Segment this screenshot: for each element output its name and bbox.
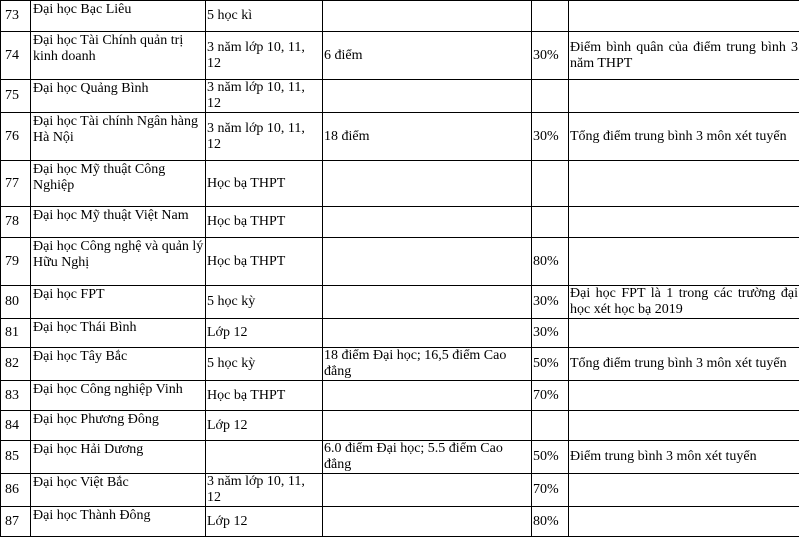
grade-period: Học bạ THPT [206, 161, 323, 207]
table-row [1, 474, 799, 507]
minimum-score: 18 điểm [323, 113, 532, 161]
table-row [1, 32, 799, 80]
minimum-score [323, 238, 532, 286]
grade-period [206, 441, 323, 474]
grade-period: Học bạ THPT [206, 238, 323, 286]
row-number: 78 [1, 207, 31, 238]
note [569, 238, 799, 286]
minimum-score [323, 507, 532, 537]
university-name: Đại học Việt Bắc [31, 474, 206, 507]
quota-percent: 50% [532, 441, 569, 474]
note [569, 381, 799, 411]
minimum-score [323, 411, 532, 441]
row-number: 87 [1, 507, 31, 537]
note [569, 411, 799, 441]
minimum-score [323, 80, 532, 113]
note [569, 161, 799, 207]
minimum-score [323, 161, 532, 207]
row-number: 79 [1, 238, 31, 286]
university-name: Đại học FPT [31, 286, 206, 319]
note: Đại học FPT là 1 trong các trường đại học xét học bạ 2019 [569, 286, 799, 319]
university-name: Đại học Tây Bắc [31, 348, 206, 381]
note [569, 474, 799, 507]
university-name: Đại học Mỹ thuật Việt Nam [31, 207, 206, 238]
grade-period: Lớp 12 [206, 319, 323, 348]
grade-period: 5 học kỳ [206, 286, 323, 319]
university-name: Đại học Thành Đông [31, 507, 206, 537]
row-number: 76 [1, 113, 31, 161]
minimum-score [323, 1, 532, 32]
minimum-score [323, 381, 532, 411]
note: Điểm trung bình 3 môn xét tuyển [569, 441, 799, 474]
grade-period: 3 năm lớp 10, 11, 12 [206, 32, 323, 80]
row-number: 73 [1, 1, 31, 32]
note [569, 80, 799, 113]
grade-period: 5 học kì [206, 1, 323, 32]
quota-percent: 30% [532, 319, 569, 348]
quota-percent: 50% [532, 348, 569, 381]
table-row [1, 381, 799, 411]
row-number: 80 [1, 286, 31, 319]
table-row [1, 411, 799, 441]
note: Tổng điểm trung bình 3 môn xét tuyển [569, 113, 799, 161]
table-row [1, 507, 799, 537]
table-row [1, 286, 799, 319]
minimum-score: 6.0 điểm Đại học; 5.5 điểm Cao đẳng [323, 441, 532, 474]
minimum-score [323, 207, 532, 238]
quota-percent [532, 1, 569, 32]
note [569, 319, 799, 348]
table-row [1, 113, 799, 161]
table-row [1, 348, 799, 381]
grade-period: Lớp 12 [206, 507, 323, 537]
university-name: Đại học Công nghệ và quản lý Hữu Nghị [31, 238, 206, 286]
table-row [1, 238, 799, 286]
university-name: Đại học Bạc Liêu [31, 1, 206, 32]
university-name: Đại học Tài chính Ngân hàng Hà Nội [31, 113, 206, 161]
row-number: 81 [1, 319, 31, 348]
note [569, 1, 799, 32]
university-name: Đại học Công nghiệp Vinh [31, 381, 206, 411]
row-number: 77 [1, 161, 31, 207]
note: Điểm bình quân của điểm trung bình 3 năm THPT [569, 32, 799, 80]
row-number: 85 [1, 441, 31, 474]
quota-percent [532, 80, 569, 113]
row-number: 83 [1, 381, 31, 411]
row-number: 82 [1, 348, 31, 381]
grade-period: 3 năm lớp 10, 11, 12 [206, 474, 323, 507]
grade-period: 3 năm lớp 10, 11, 12 [206, 113, 323, 161]
quota-percent [532, 411, 569, 441]
quota-percent: 30% [532, 113, 569, 161]
note: Tổng điểm trung bình 3 môn xét tuyển [569, 348, 799, 381]
note [569, 207, 799, 238]
table-row [1, 161, 799, 207]
minimum-score: 18 điểm Đại học; 16,5 điểm Cao đẳng [323, 348, 532, 381]
minimum-score: 6 điểm [323, 32, 532, 80]
minimum-score [323, 319, 532, 348]
quota-percent: 70% [532, 381, 569, 411]
minimum-score [323, 286, 532, 319]
grade-period: Học bạ THPT [206, 381, 323, 411]
quota-percent: 30% [532, 286, 569, 319]
quota-percent [532, 161, 569, 207]
table-row [1, 207, 799, 238]
grade-period: Lớp 12 [206, 411, 323, 441]
university-name: Đại học Thái Bình [31, 319, 206, 348]
quota-percent: 80% [532, 238, 569, 286]
row-number: 75 [1, 80, 31, 113]
row-number: 86 [1, 474, 31, 507]
table-body [1, 1, 799, 537]
grade-period: 5 học kỳ [206, 348, 323, 381]
university-name: Đại học Quảng Bình [31, 80, 206, 113]
grade-period: Học bạ THPT [206, 207, 323, 238]
note [569, 507, 799, 537]
university-name: Đại học Tài Chính quản trị kinh doanh [31, 32, 206, 80]
quota-percent: 80% [532, 507, 569, 537]
minimum-score [323, 474, 532, 507]
table-row [1, 80, 799, 113]
row-number: 74 [1, 32, 31, 80]
table-row [1, 1, 799, 32]
quota-percent: 70% [532, 474, 569, 507]
university-name: Đại học Hải Dương [31, 441, 206, 474]
university-name: Đại học Mỹ thuật Công Nghiệp [31, 161, 206, 207]
row-number: 84 [1, 411, 31, 441]
table-row [1, 319, 799, 348]
quota-percent [532, 207, 569, 238]
quota-percent: 30% [532, 32, 569, 80]
university-name: Đại học Phương Đông [31, 411, 206, 441]
grade-period: 3 năm lớp 10, 11, 12 [206, 80, 323, 113]
table-row [1, 441, 799, 474]
